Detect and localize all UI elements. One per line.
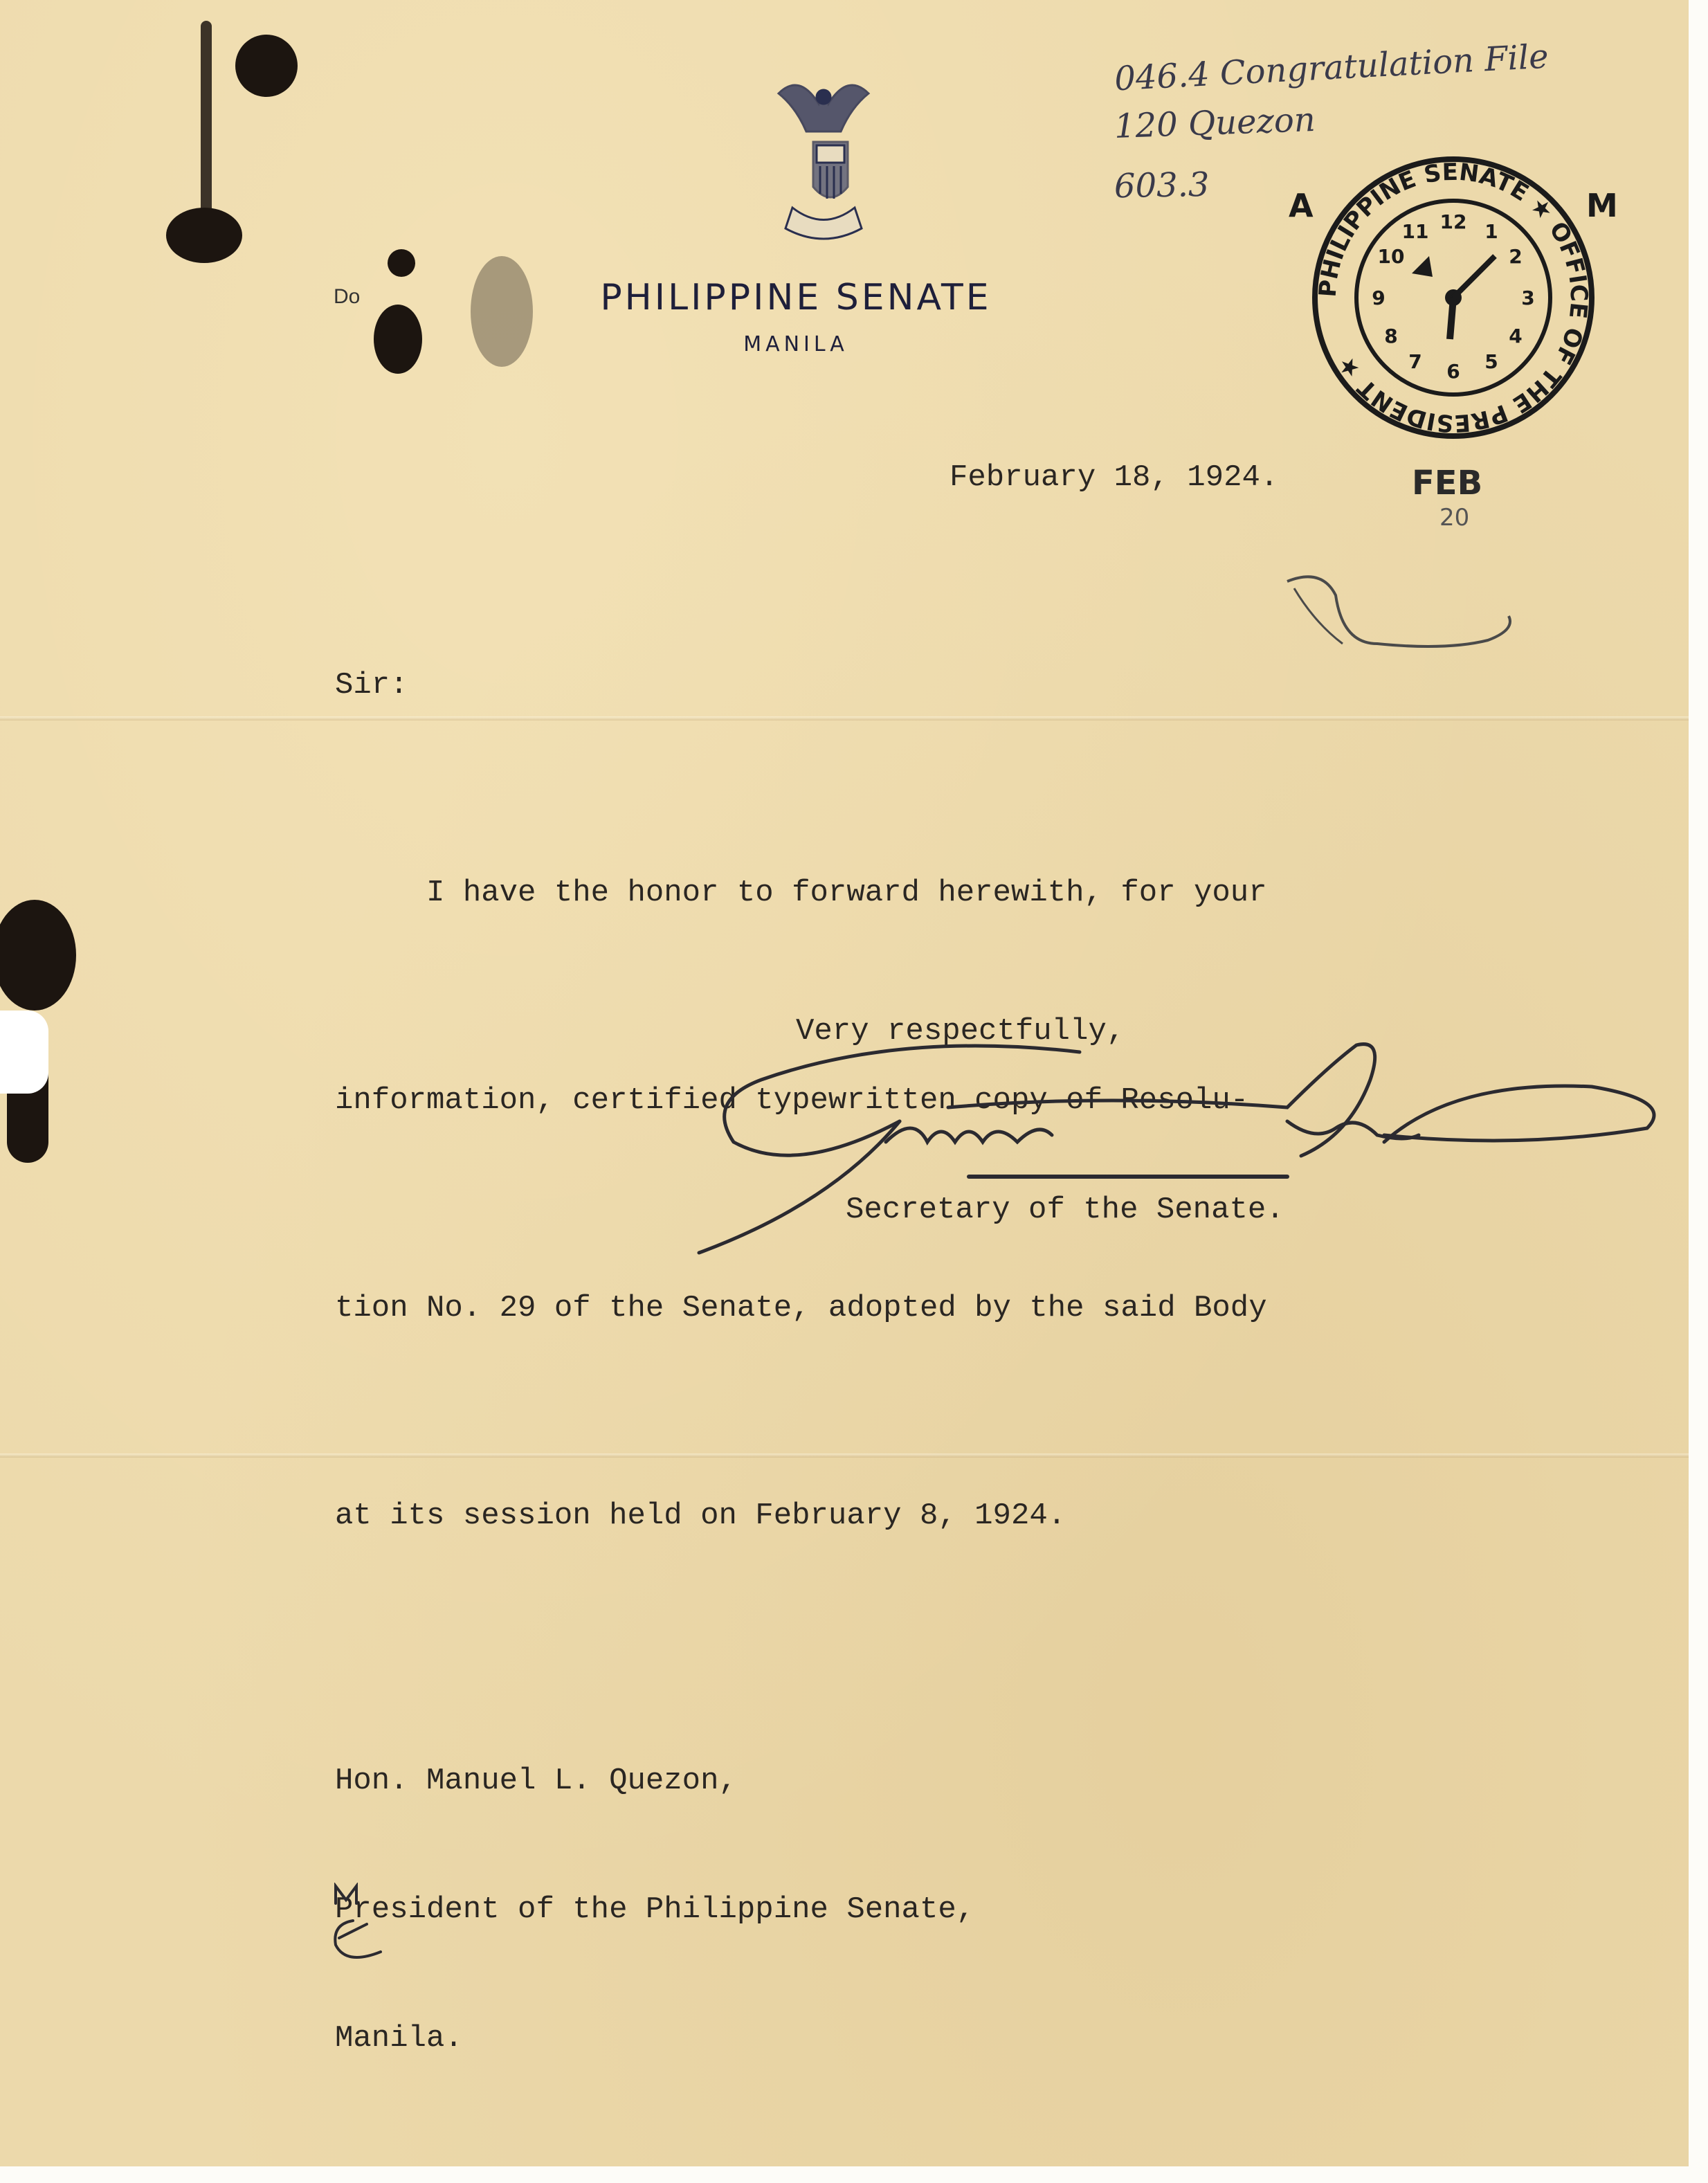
svg-text:12: 12 — [1439, 210, 1467, 233]
svg-text:6: 6 — [1446, 360, 1460, 383]
stamp-ring-text: PHILIPPINE SENATE ★ OFFICE OF THE PRESIDENT ★ — [1314, 158, 1593, 437]
ink-stain — [0, 900, 76, 1011]
eagle-shield-crest-icon — [765, 66, 882, 266]
svg-text:1: 1 — [1484, 220, 1498, 243]
letter-date: February 18, 1924. — [950, 460, 1279, 495]
svg-text:4: 4 — [1509, 325, 1523, 347]
pencil-scribble — [1280, 568, 1529, 671]
stamp-am-label: A — [1289, 187, 1314, 224]
ink-stain — [235, 35, 298, 97]
ink-stain — [388, 249, 415, 277]
letter-closing: Very respectfully, — [796, 1014, 1125, 1049]
letterhead-title: PHILIPPINE SENATE — [600, 277, 992, 318]
svg-text:9: 9 — [1372, 287, 1386, 309]
letter-body-line: information, certified typewritten copy of Resolu- — [335, 1083, 1249, 1118]
handwritten-note-name: 120 Quezon — [1114, 100, 1316, 147]
received-stamp-clock-icon — [1308, 152, 1599, 443]
svg-text:7: 7 — [1408, 350, 1422, 373]
handwritten-note-file-code: 046.4 Congratulation File — [1113, 37, 1550, 99]
svg-text:3: 3 — [1521, 287, 1535, 309]
margin-mark: Do — [334, 285, 361, 308]
ink-stain — [374, 305, 422, 374]
stamp-month: FEB — [1412, 464, 1483, 502]
svg-text:2: 2 — [1509, 245, 1523, 268]
addressee-name: Hon. Manuel L. Quezon, — [335, 1764, 737, 1798]
ink-stain — [201, 21, 212, 228]
svg-text:10: 10 — [1377, 245, 1405, 268]
addressee-city: Manila. — [335, 2021, 463, 2056]
svg-text:8: 8 — [1384, 325, 1398, 347]
letter-body-line: I have the honor to forward herewith, for your — [335, 876, 1267, 910]
letterhead-city: MANILA — [743, 332, 848, 356]
stamp-pm-label: M — [1586, 187, 1618, 224]
signer-title: Secretary of the Senate. — [846, 1193, 1284, 1227]
handwritten-note-number: 603.3 — [1114, 165, 1210, 206]
stamp-day: 20 — [1439, 504, 1470, 532]
paper-hole — [0, 1011, 48, 1094]
svg-text:5: 5 — [1484, 350, 1498, 373]
svg-text:11: 11 — [1401, 220, 1429, 243]
letter-salutation: Sir: — [335, 668, 408, 703]
ink-stain — [166, 208, 242, 263]
letter-body-line: tion No. 29 of the Senate, adopted by the said Body — [335, 1291, 1267, 1325]
addressee-position: President of the Philippine Senate, — [335, 1892, 975, 1927]
handwritten-initial — [325, 1883, 394, 1966]
letter-body-line: at its session held on February 8, 1924. — [335, 1498, 1066, 1533]
addressee-block — [335, 1674, 974, 2146]
